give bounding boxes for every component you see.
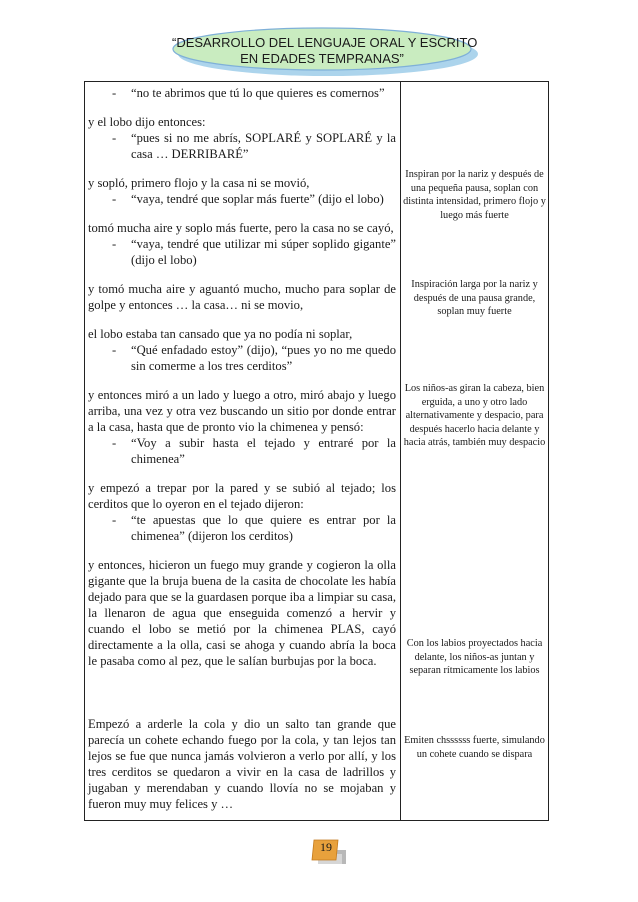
dialogue-line [88,236,396,268]
dialogue-text: “Voy a subir hasta el tejado y entraré por la chimenea” [131,436,396,466]
column-divider [400,81,401,821]
dialogue-line [88,435,396,467]
dialogue-text: “no te abrimos que tú lo que quieres es comernos” [131,86,385,100]
story-column [88,85,396,812]
narrative-paragraph: y tomó mucha aire y aguantó mucho, mucho para soplar de golpe y entonces … la casa… ni se movio, [88,282,396,312]
narrative-paragraph: y empezó a trepar por la pared y se subió al tejado; los cerditos que lo oyeron en el tejado dijeron: [88,481,396,511]
page-number-text: 19 [320,840,332,854]
paragraph-gap [88,374,396,387]
title-line-1: “DESARROLLO DEL LENGUAJE ORAL Y ESCRITO [172,35,478,50]
header-banner [172,27,480,79]
document-title [172,35,478,67]
dash-bullet: - [112,343,117,357]
dialogue-line [88,191,396,207]
dash-bullet: - [112,192,117,206]
paragraph-gap [88,467,396,480]
note-rocket: Emiten chssssss fuerte, simulando un cohete cuando se dispara [404,735,545,760]
dash-bullet: - [112,436,117,450]
narrative-paragraph: tomó mucha aire y soplo más fuerte, pero la casa no se cayó, [88,221,394,235]
page-number [308,838,348,868]
dialogue-line [88,85,396,101]
note-head-turn: Los niños-as giran la cabeza, bien erguida, a uno y otro lado alternativamente y despacio, para después hacerlo hacia delante y hacia atrás, también muy despacio [403,383,546,448]
dialogue-line [88,130,396,162]
narrative-paragraph: el lobo estaba tan cansado que ya no podía ni soplar, [88,327,353,341]
dash-bullet: - [112,86,117,100]
narrative-paragraph: y entonces miró a un lado y luego a otro, miró abajo y luego arriba, una vez y otra vez buscando un sitio por donde entrar a la casa, hasta que de pronto vio la chimenea y pensó: [88,388,396,434]
dialogue-text: “Qué enfadado estoy” (dijo), “pues yo no me quedo sin comerme a los tres cerditos” [131,343,396,373]
dash-bullet: - [112,513,117,527]
paragraph-gap [88,101,396,114]
dialogue-text: “pues si no me abrís, SOPLARÉ y SOPLARÉ y la casa … DERRIBARÉ” [131,131,396,161]
note-breathing-strong: Inspiración larga por la nariz y después de una pausa grande, soplan muy fuerte [411,279,538,317]
paragraph-gap [88,544,396,557]
narrative-paragraph: y el lobo dijo entonces: [88,115,206,129]
paragraph-gap [88,268,396,281]
dialogue-line [88,342,396,374]
paragraph-gap [88,313,396,326]
dialogue-text: “vaya, tendré que soplar más fuerte” (dijo el lobo) [131,192,384,206]
dash-bullet: - [112,237,117,251]
dialogue-text: “te apuestas que lo que quiere es entrar por la chimenea” (dijeron los cerditos) [131,513,396,543]
note-breathing-soft: Inspiran por la nariz y después de una pequeña pausa, soplan con distinta intensidad, primero flojo y luego más fuerte [403,169,546,221]
paragraph-gap [88,669,396,716]
paragraph-gap [88,207,396,220]
narrative-paragraph: y entonces, hicieron un fuego muy grande y cogieron la olla gigante que la bruja buena de la casita de chocolate les había dejado para que se la guardasen porque iba a limpiar su casa, la llenaron de agua que enseguida comenzó a hervir y cuando el lobo se metió por la chimenea PLAS, cayó directamente a la olla, casi se ahoga y cuando abría la boca le pasaba como al pez, que le salían burbujas por la boca. [88,558,396,668]
dialogue-text: “vaya, tendré que utilizar mi súper soplido gigante” (dijo el lobo) [131,237,396,267]
narrative-paragraph: y sopló, primero flojo y la casa ni se movió, [88,176,310,190]
note-lips: Con los labios proyectados hacia delante, los niños-as juntan y separan rítmicamente los labios [406,638,543,676]
paragraph-gap [88,162,396,175]
dialogue-line [88,512,396,544]
dash-bullet: - [112,131,117,145]
title-line-2: EN EDADES TEMPRANAS” [240,51,404,66]
narrative-paragraph: Empezó a arderle la cola y dio un salto tan grande que parecía un cohete echando fuego por la cola, y tan lejos tan lejos se fue que nunca jamás volvieron a verlo por allí, y los tres cerditos se quedaron a vivir en la casa de ladrillos y jugaban y merendaban y cuando llovía no se mojaban y fueron muy muy felices y … [88,717,396,811]
